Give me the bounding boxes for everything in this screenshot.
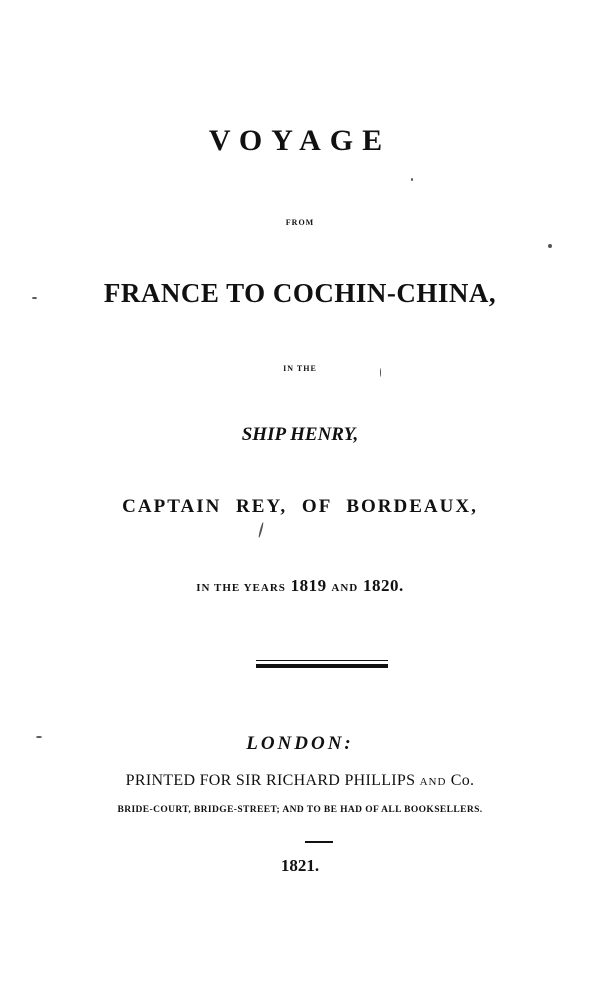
printer-line bbox=[0, 772, 600, 790]
printer-name: PRINTED FOR SIR RICHARD PHILLIPS bbox=[125, 772, 416, 789]
book-title: VOYAGE bbox=[208, 124, 392, 157]
scan-speck bbox=[32, 297, 37, 299]
year-end: 1820. bbox=[362, 576, 404, 595]
years-line bbox=[0, 576, 600, 596]
year-start: 1819 bbox=[290, 576, 327, 595]
scan-speck bbox=[548, 244, 552, 248]
double-rule-bottom bbox=[256, 664, 388, 668]
captain-line: CAPTAIN REY, OF BORDEAUX, bbox=[122, 496, 478, 517]
scan-speck bbox=[258, 522, 264, 538]
scan-speck bbox=[380, 368, 381, 377]
address-line: BRIDE-COURT, BRIDGE-STREET; AND TO BE HAD OF ALL BOOKSELLERS. bbox=[117, 805, 483, 815]
printer-co: Co. bbox=[450, 772, 475, 789]
double-rule-top bbox=[256, 660, 388, 661]
scan-speck bbox=[36, 736, 42, 738]
ship-name: SHIP HENRY, bbox=[241, 424, 359, 445]
scan-speck bbox=[411, 178, 413, 181]
from-label: FROM bbox=[285, 218, 315, 227]
printer-and: AND bbox=[419, 776, 447, 788]
short-rule bbox=[305, 841, 333, 843]
imprint-city: LONDON: bbox=[246, 733, 354, 754]
in-the-label: IN THE bbox=[283, 364, 317, 373]
publication-year: 1821. bbox=[280, 856, 320, 875]
years-prefix: IN THE YEARS bbox=[196, 582, 286, 594]
route-heading: FRANCE TO COCHIN-CHINA, bbox=[103, 278, 497, 308]
and-word: AND bbox=[331, 582, 359, 594]
